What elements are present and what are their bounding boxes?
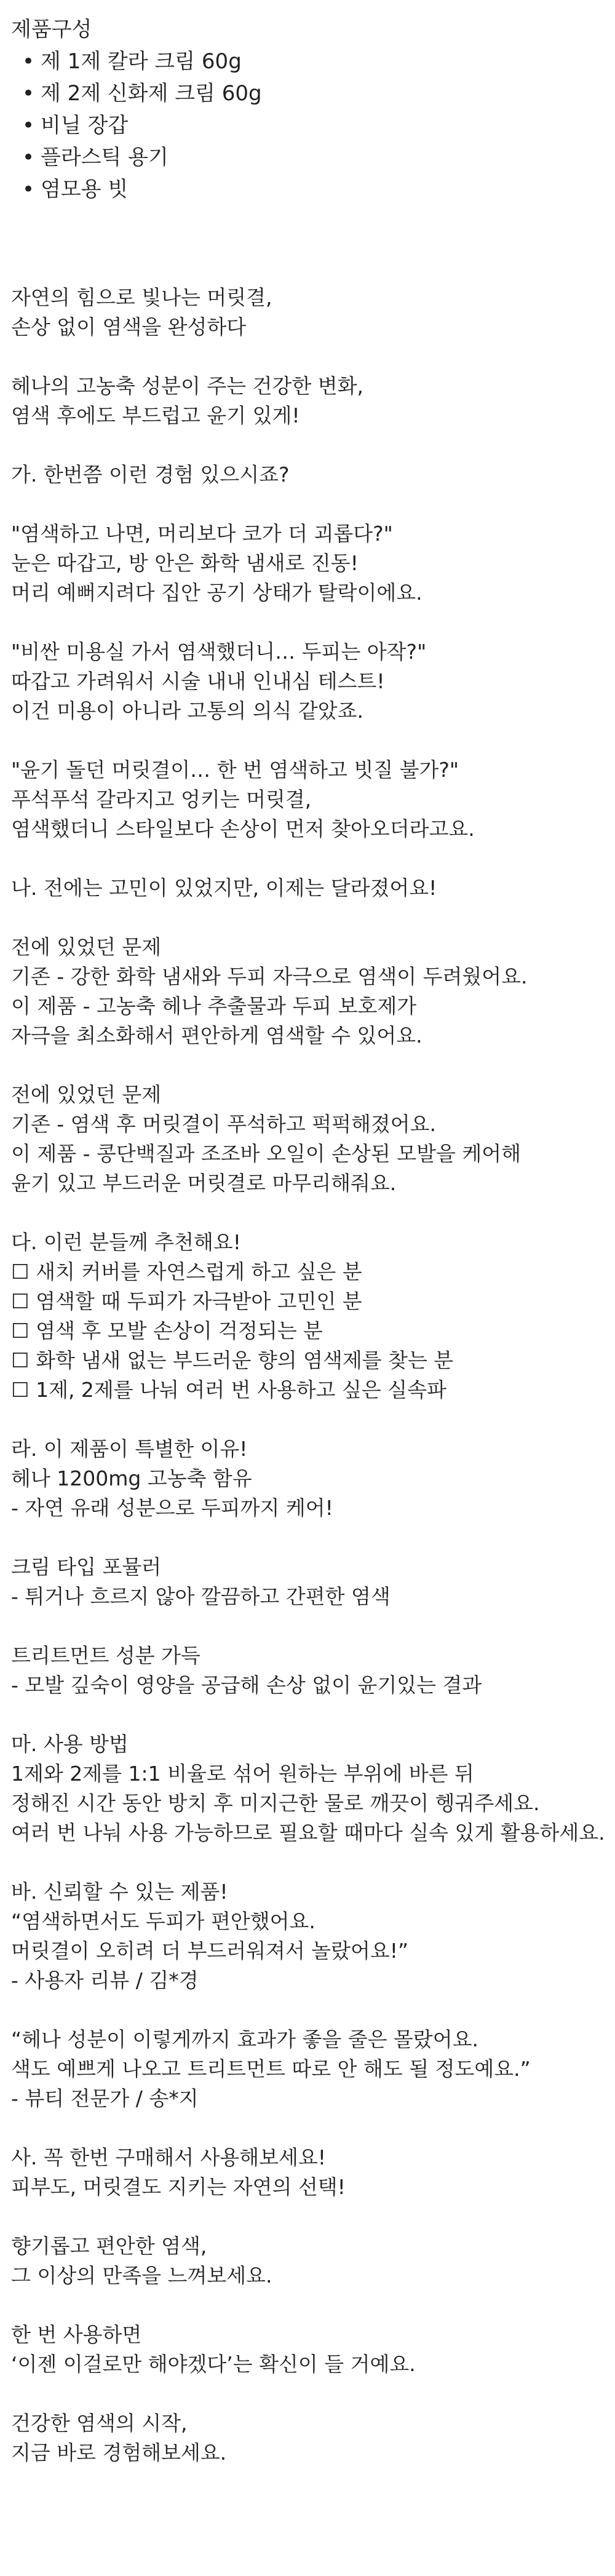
intro-subline: 헤나의 고농축 성분이 주는 건강한 변화, 염색 후에도 부드럽고 윤기 있게! — [11, 374, 363, 427]
problem-block-irritation: 전에 있었던 문제 기존 - 강한 화학 냄새와 두피 자극으로 염색이 두려웠어요. 이 제품 - 고농축 헤나 추출물과 두피 보호제가 자극을 최소화해서 편안하게 염색할 수 있어요. — [11, 935, 528, 1047]
intro-headline: 자연의 힘으로 빛나는 머릿결, 손상 없이 염색을 완성하다 — [11, 285, 272, 339]
closing-line-2: 한 번 사용하면 ‘이젠 이걸로만 해야겠다’는 확신이 들 거예요. — [11, 2323, 416, 2376]
component-item: • 제 2제 신화제 크림 60g — [22, 78, 615, 109]
closing-cta: 사. 꼭 한번 구매해서 사용해보세요! 피부도, 머릿결도 지키는 자연의 선택! — [11, 2145, 346, 2199]
usage-instructions: 마. 사용 방법 1제와 2제를 1:1 비율로 섞어 원하는 부위에 바른 뒤 정해진 시간 동안 방치 후 미지근한 물로 깨끗이 헹궈주세요. 여러 번 나눠 사용 가능하므로 필요할 때마다 실속 있게 활용하세요. — [11, 1732, 605, 1845]
review-user: 바. 신뢰할 수 있는 제품! “염색하면서도 두피가 편안했어요. 머릿결이 오히려 더 부드러워져서 놀랐어요!” - 사용자 리뷰 / 김*경 — [11, 1880, 409, 1992]
component-item: • 플라스틱 용기 — [22, 141, 615, 173]
experience-smell: "염색하고 나면, 머리보다 코가 더 괴롭다?" 눈은 따갑고, 방 안은 화학 냄새로 진동! 머리 예뻐지려다 집안 공기 상태가 탈락이에요. — [11, 522, 423, 605]
component-item: • 제 1제 칼라 크림 60g — [22, 46, 615, 78]
experience-damage: "윤기 돌던 머릿결이… 한 번 염색하고 빗질 불가?" 푸석푸석 갈라지고 엉키는 머릿결, 염색했더니 스타일보다 손상이 먼저 찾아오더라고요. — [11, 758, 475, 841]
components-list — [11, 46, 615, 205]
section-heading-experience: 가. 한번쯤 이런 경험 있으시죠? — [11, 463, 290, 487]
component-item: • 비닐 장갑 — [22, 109, 615, 141]
review-expert: “헤나 성분이 이렇게까지 효과가 좋을 줄은 몰랐어요. 색도 예쁘게 나오고 트리트먼트 따로 안 해도 될 정도예요.” - 뷰티 전문가 / 송*지 — [11, 2027, 531, 2110]
closing-line-1: 향기롭고 편안한 염색, 그 이상의 만족을 느껴보세요. — [11, 2234, 272, 2288]
feature-cream: 크림 타입 포뮬러 - 튀거나 흐르지 않아 깔끔하고 간편한 염색 — [11, 1555, 391, 1608]
recommendation-checklist: 다. 이런 분들께 추천해요! ☐ 새치 커버를 자연스럽게 하고 싶은 분 ☐ 염색할 때 두피가 자극받아 고민인 분 ☐ 염색 후 모발 손상이 걱정되는 분 ☐ 화학 냄새 없는 부드러운 향의 염색제를 찾는 분 ☐ 1제, 2제를 나눠 여러 번 사용하고 싶은 실속파 — [11, 1230, 454, 1402]
feature-treatment: 트리트먼트 성분 가득 - 모발 깊숙이 영양을 공급해 손상 없이 윤기있는 결과 — [11, 1644, 482, 1697]
section-heading-before-after: 나. 전에는 고민이 있었지만, 이제는 달라졌어요! — [11, 876, 437, 900]
components-title: 제품구성 — [11, 17, 92, 42]
description-section — [11, 283, 615, 2468]
problem-block-damage: 전에 있었던 문제 기존 - 염색 후 머릿결이 푸석하고 퍽퍽해졌어요. 이 제품 - 콩단백질과 조조바 오일이 손상된 모발을 케어해 윤기 있고 부드러운 머릿결로 마무리해줘요. — [11, 1083, 522, 1195]
closing-line-3: 건강한 염색의 시작, 지금 바로 경험해보세요. — [11, 2411, 227, 2465]
feature-henna: 라. 이 제품이 특별한 이유! 헤나 1200mg 고농축 함유 - 자연 유래 성분으로 두피까지 케어! — [11, 1437, 333, 1520]
components-section — [11, 14, 615, 205]
experience-scalp: "비싼 미용실 가서 염색했더니… 두피는 아작?" 따갑고 가려워서 시술 내내 인내심 테스트! 이건 미용이 아니라 고통의 의식 같았죠. — [11, 640, 427, 723]
component-item: • 염모용 빗 — [22, 173, 615, 205]
